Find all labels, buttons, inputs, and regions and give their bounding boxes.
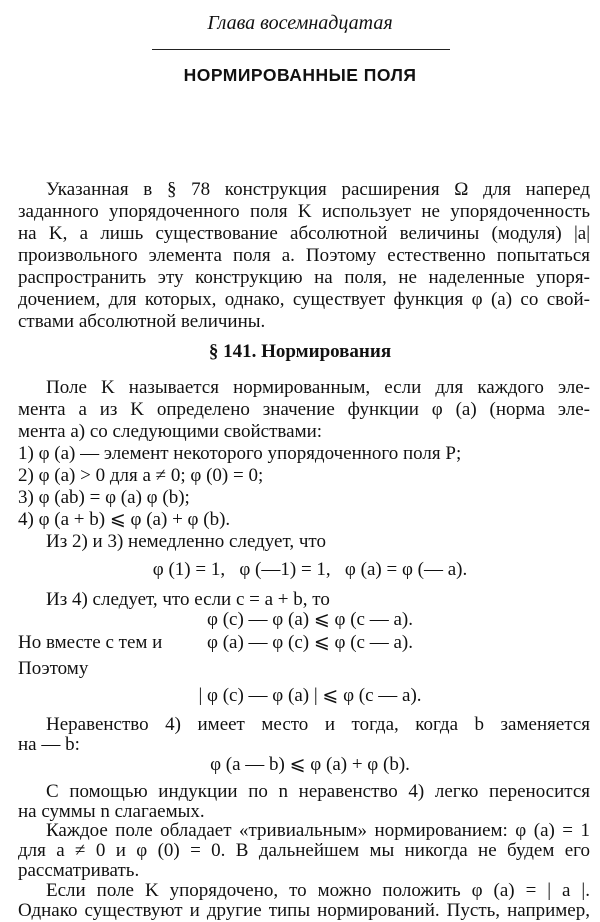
intro-line-7: ствами абсолютной величины.	[18, 311, 266, 332]
closing-line-3: Каждое поле обладает «тривиальным» нормированием: φ (a) = 1	[46, 820, 590, 842]
closing-line-7: Однако существуют и другие типы нормирований. Пусть, например,	[18, 900, 590, 921]
section-heading: § 141. Нормирования	[208, 341, 392, 362]
closing-line-4: для a ≠ 0 и φ (0) = 0. В дальнейшем мы никогда не будем его	[18, 840, 590, 862]
formula-1: φ (1) = 1, φ (—1) = 1, φ (a) = φ (— a).	[152, 559, 468, 580]
intro-line-6: дочением, для которых, однако, существует функция φ (a) со свой-	[18, 289, 590, 310]
body-line-3: мента a) со следующими свойствами:	[18, 421, 323, 442]
formula-2: φ (c) — φ (a) ⩽ φ (c — a).	[206, 608, 413, 630]
intro-line-4: произвольного элемента поля a. Поэтому естественно попытаться	[18, 245, 590, 266]
text-but: Но вместе с тем и	[18, 632, 163, 654]
formula-3: φ (a) — φ (c) ⩽ φ (c — a).	[206, 632, 413, 654]
property-2: 2) φ (a) > 0 для a ≠ 0; φ (0) = 0;	[18, 465, 264, 486]
body-line-1: Поле K называется нормированным, если для каждого эле-	[46, 377, 590, 398]
closing-line-5: рассматривать.	[18, 860, 140, 882]
chapter-title: НОРМИРОВАННЫЕ ПОЛЯ	[183, 65, 417, 85]
intro-line-1: Указанная в § 78 конструкция расширения Ω для наперед	[46, 179, 590, 200]
formula-5: φ (a — b) ⩽ φ (a) + φ (b).	[210, 753, 410, 775]
property-4: 4) φ (a + b) ⩽ φ (a) + φ (b).	[18, 509, 231, 530]
body-line-2: мента a из K определено значение функции φ (a) (норма эле-	[18, 399, 590, 420]
intro-line-5: распространить эту конструкцию на поля, не наделенные упоря-	[18, 267, 590, 288]
body-line-consequence: Из 2) и 3) немедленно следует, что	[46, 531, 326, 552]
property-3: 3) φ (ab) = φ (a) φ (b);	[18, 487, 190, 508]
ineq-line-1: Неравенство 4) имеет место и тогда, когда b заменяется	[46, 713, 590, 735]
divider-rule	[152, 49, 450, 50]
text-from-4: Из 4) следует, что если c = a + b, то	[46, 589, 330, 610]
ineq-line-2: на — b:	[18, 733, 80, 755]
intro-line-3: на K, а лишь существование абсолютной величины (модуля) |a|	[18, 223, 590, 244]
property-1: 1) φ (a) — элемент некоторого упорядоченного поля P;	[18, 443, 462, 464]
intro-line-2: заданного упорядоченного поля K использует не упорядоченность	[18, 201, 590, 222]
closing-line-2: на суммы n слагаемых.	[18, 800, 205, 822]
formula-4: | φ (c) — φ (a) | ⩽ φ (c — a).	[198, 684, 422, 706]
chapter-heading: Глава восемнадцатая	[207, 12, 393, 34]
text-therefore: Поэтому	[18, 657, 89, 679]
closing-line-6: Если поле K упорядочено, то можно положить φ (a) = | a |.	[46, 880, 590, 902]
closing-line-1: С помощью индукции по n неравенство 4) легко переносится	[46, 780, 590, 802]
